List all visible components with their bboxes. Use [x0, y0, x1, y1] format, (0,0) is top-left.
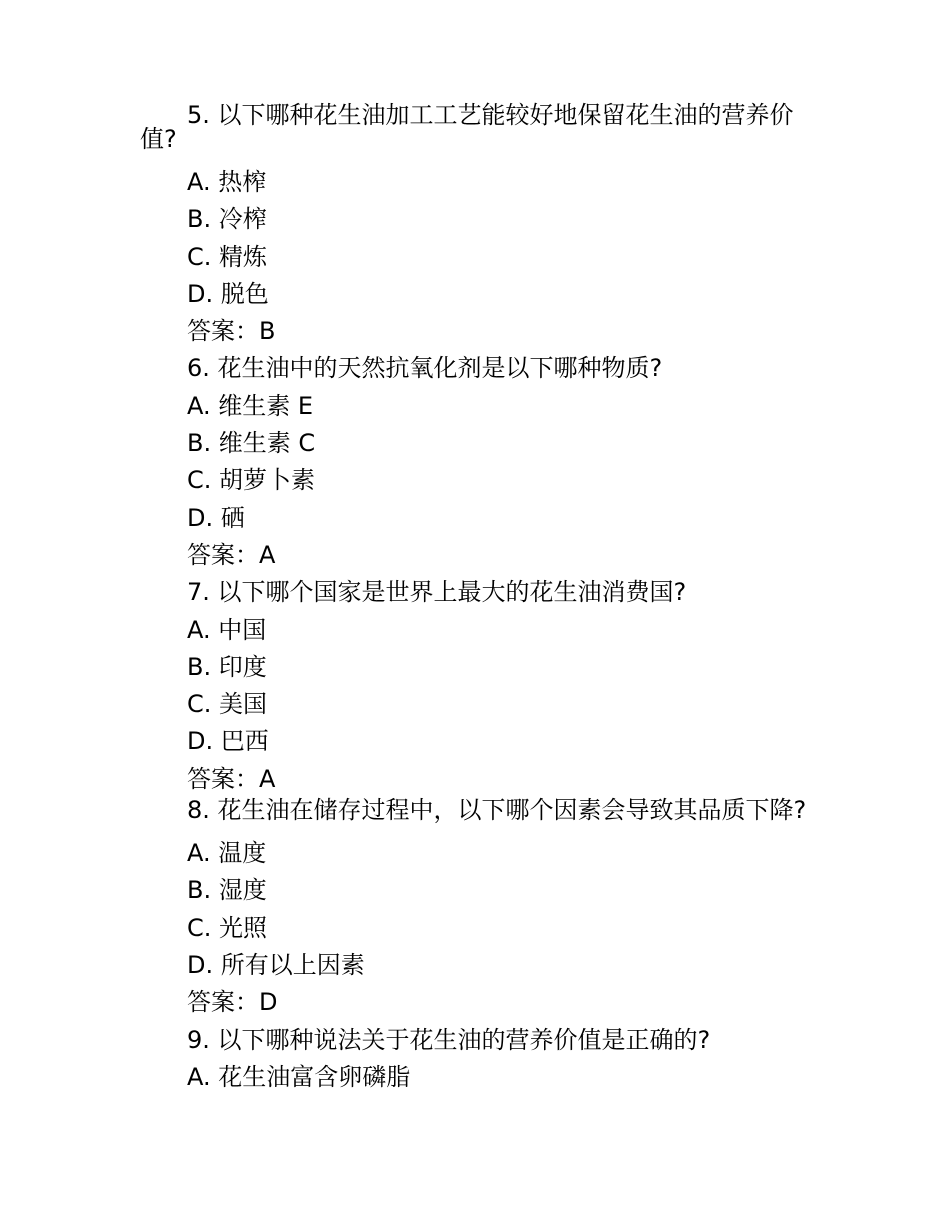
question-8-option-a: A. 温度 — [187, 839, 267, 868]
question-9-text: 9. 以下哪种说法关于花生油的营养价值是正确的? — [187, 1025, 711, 1054]
question-5-option-a: A. 热榨 — [187, 168, 267, 196]
question-5-text: 5. 以下哪种花生油加工工艺能较好地保留花生油的营养价值? — [140, 101, 794, 153]
question-7-answer: 答案：A — [187, 764, 276, 793]
question-6-text: 6. 花生油中的天然抗氧化剂是以下哪种物质? — [187, 354, 663, 383]
question-6-answer: 答案：A — [187, 540, 276, 569]
question-9-option-a: A. 花生油富含卵磷脂 — [187, 1062, 411, 1091]
question-8-answer: 答案：D — [187, 988, 278, 1017]
question-8-option-c: C. 光照 — [187, 913, 268, 942]
question-8-option-b: B. 湿度 — [187, 876, 267, 905]
question-5-option-d: D. 脱色 — [187, 279, 269, 308]
question-7-option-b: B. 印度 — [187, 652, 267, 681]
question-5-answer: 答案：B — [187, 317, 276, 346]
question-6-option-a: A. 维生素 E — [187, 391, 314, 420]
question-6-option-b: B. 维生素 C — [187, 429, 316, 458]
quiz-content — [140, 103, 820, 1096]
question-6-option-d: D. 硒 — [187, 503, 245, 532]
question-5-option-b: B. 冷榨 — [187, 205, 267, 234]
question-8-option-d: D. 所有以上因素 — [187, 950, 365, 979]
question-7-text: 7. 以下哪个国家是世界上最大的花生油消费国? — [187, 578, 687, 607]
question-7-option-d: D. 巴西 — [187, 727, 269, 756]
question-7-option-c: C. 美国 — [187, 690, 268, 719]
question-5-option-c: C. 精炼 — [187, 242, 268, 271]
question-6-option-c: C. 胡萝卜素 — [187, 466, 316, 495]
question-8-text: 8. 花生油在储存过程中，以下哪个因素会导致其品质下降? — [187, 796, 807, 825]
question-7-option-a: A. 中国 — [187, 615, 267, 644]
